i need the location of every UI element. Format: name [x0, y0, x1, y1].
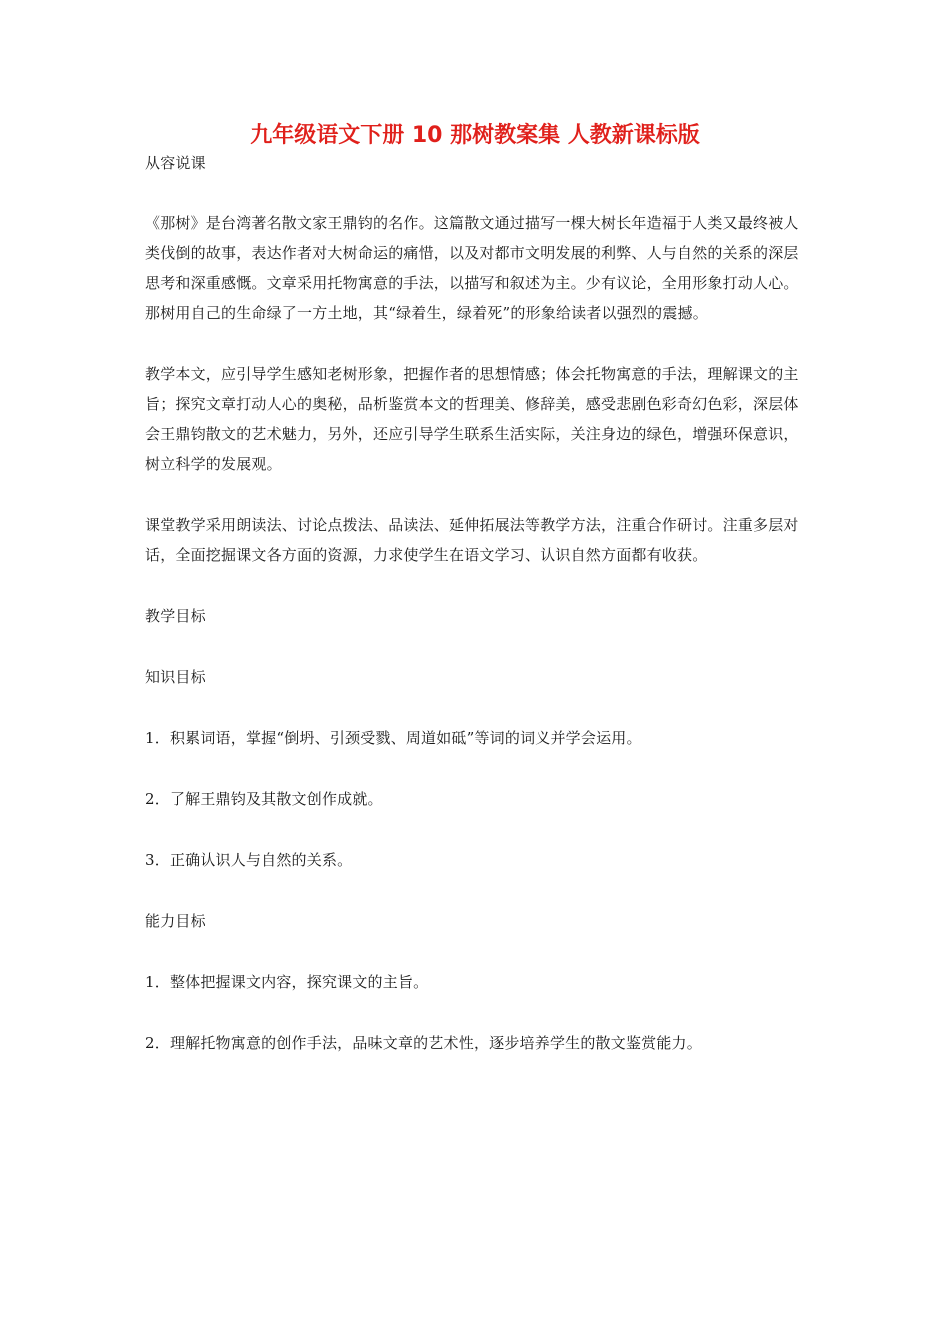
- ability-heading: 能力目标: [145, 912, 206, 930]
- ability-item-2: 2．理解托物寓意的创作手法，品味文章的艺术性，逐步培养学生的散文鉴赏能力。: [145, 1034, 702, 1052]
- spacer: [145, 753, 809, 784]
- spacer: [145, 631, 809, 662]
- spacer: [145, 875, 809, 906]
- knowledge-item-2: 2．了解王鼎钧及其散文创作成就。: [145, 790, 383, 808]
- objectives-heading: 教学目标: [145, 607, 206, 625]
- document-title: 九年级语文下册 10 那树教案集 人教新课标版: [250, 123, 700, 148]
- document-body: [145, 148, 809, 1058]
- knowledge-item-3: 3．正确认识人与自然的关系。: [145, 851, 353, 869]
- intro-paragraph-2: 教学本文，应引导学生感知老树形象，把握作者的思想情感；体会托物寓意的手法，理解课文的主旨；探究文章打动人心的奥秘，品析鉴赏本文的哲理美、修辞美，感受悲剧色彩奇幻色彩，深层体会王鼎钧散文的艺术魅力，另外，还应引导学生联系生活实际，关注身边的绿色，增强环保意识，树立科学的发展观。: [145, 365, 799, 473]
- spacer: [145, 997, 809, 1028]
- spacer: [145, 479, 809, 510]
- intro-paragraph-3: 课堂教学采用朗读法、讨论点拨法、品读法、延伸拓展法等教学方法，注重合作研讨。注重多层对话，全面挖掘课文各方面的资源，力求使学生在语文学习、认识自然方面都有收获。: [145, 516, 799, 564]
- spacer: [145, 814, 809, 845]
- spacer: [145, 328, 809, 359]
- spacer: [145, 692, 809, 723]
- knowledge-heading: 知识目标: [145, 668, 206, 686]
- knowledge-item-1: 1．积累词语，掌握“倒坍、引颈受戮、周道如砥”等词的词义并学会运用。: [145, 729, 642, 747]
- ability-item-1: 1．整体把握课文内容，探究课文的主旨。: [145, 973, 429, 991]
- section-subtitle: 从容说课: [145, 154, 206, 172]
- intro-paragraph-1: 《那树》是台湾著名散文家王鼎钧的名作。这篇散文通过描写一棵大树长年造福于人类又最终被人类伐倒的故事，表达作者对大树命运的痛惜，以及对都市文明发展的利弊、人与自然的关系的深层思考和深重感慨。文章采用托物寓意的手法，以描写和叙述为主。少有议论，全用形象打动人心。那树用自己的生命绿了一方土地，其“绿着生，绿着死”的形象给读者以强烈的震撼。: [145, 214, 799, 322]
- spacer: [145, 570, 809, 601]
- spacer: [145, 178, 809, 208]
- spacer: [145, 936, 809, 967]
